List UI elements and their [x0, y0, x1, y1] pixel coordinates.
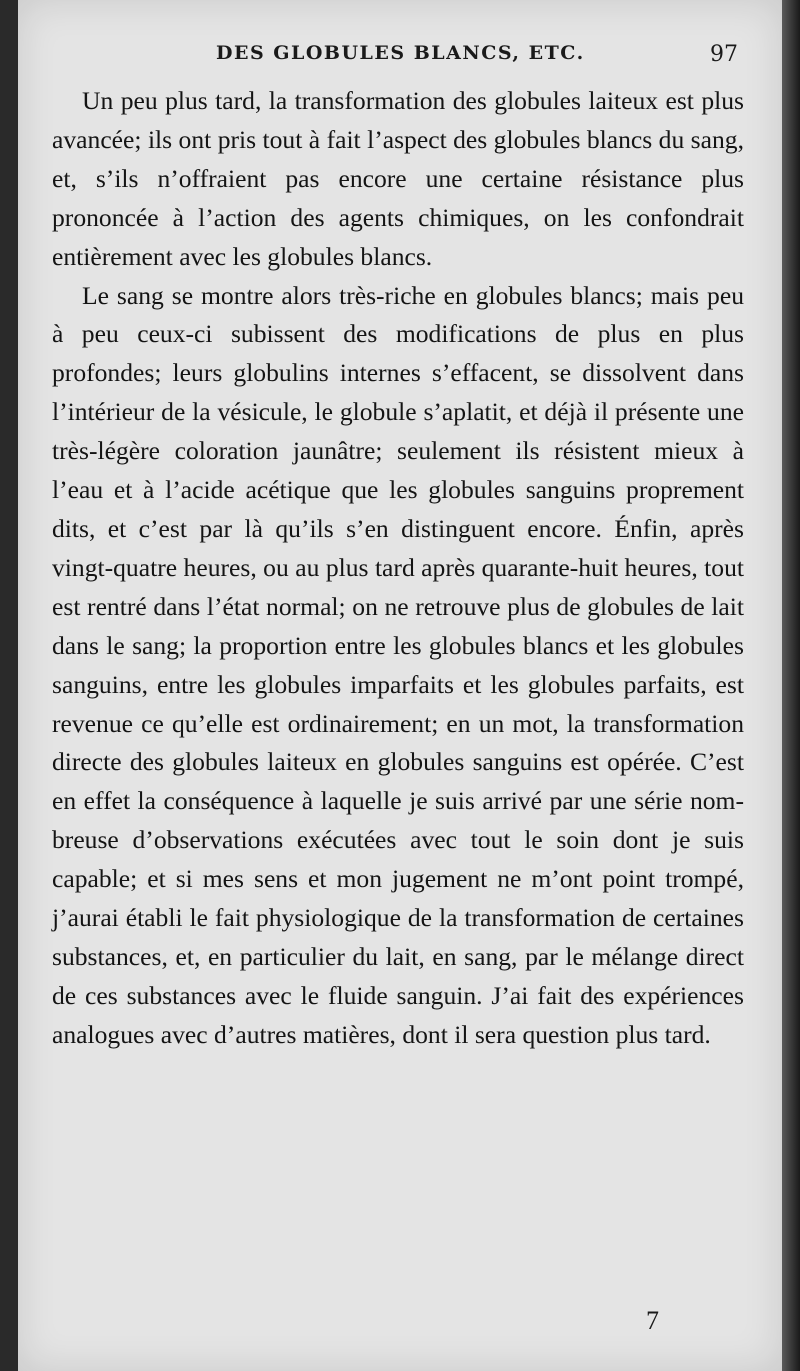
page-number: 97	[710, 42, 738, 67]
signature-mark: 7	[646, 1306, 659, 1335]
running-head: DES GLOBULES BLANCS, ETC.	[216, 42, 585, 64]
page-edge-shadow	[782, 0, 800, 1371]
paragraph-2: Le sang se montre alors très-riche en globules blancs; mais peu à peu ceux-ci subissent des modifications de plus en plus profondes; leurs globulins internes s’effacent, se dissolvent dans l’intérieur de la vésicule, le globule s’aplatit, et déjà il présente une très-légère coloration jaunâtre; seulement ils résistent mieux à l’eau et à l’acide acétique que les globules sanguins proprement dits, et c’est par là qu’ils s’en distinguent encore. Énfin, après vingt-quatre heures, ou au plus tard après quarante-huit heures, tout est rentré dans l’état normal; on ne retrouve plus de globules de lait dans le sang; la proportion entre les globules blancs et les globules sanguins, entre les globules imparfaits et les globules parfaits, est revenue ce qu’elle est ordinairement; en un mot, la transformation directe des globules laiteux en globules sanguins est opérée. C’est en effet la conséquence à laquelle je suis arrivé par une série nombreuse d’observations exécutées avec tout le soin dont je suis capable; et si mes sens et mon jugement ne m’ont point trompé, j’aurai établi le fait physiologique de la transformation de certaines substances, et, en particulier du lait, en sang, par le mélange direct de ces substances avec le fluide sanguin. J’ai fait des expériences analogues avec d’autres matières, dont il sera question plus tard.	[52, 280, 744, 1049]
book-page	[18, 0, 782, 1371]
body-text	[52, 82, 744, 1055]
page-header	[18, 42, 782, 74]
paragraph-1: Un peu plus tard, la transformation des globules laiteux est plus avancée; ils ont pris tout à fait l’aspect des globules blancs du sang, et, s’ils n’offraient pas encore une certaine résistance plus prononcée à l’action des agents chimiques, on les confondrait entièrement avec les globules blancs.	[52, 86, 744, 271]
